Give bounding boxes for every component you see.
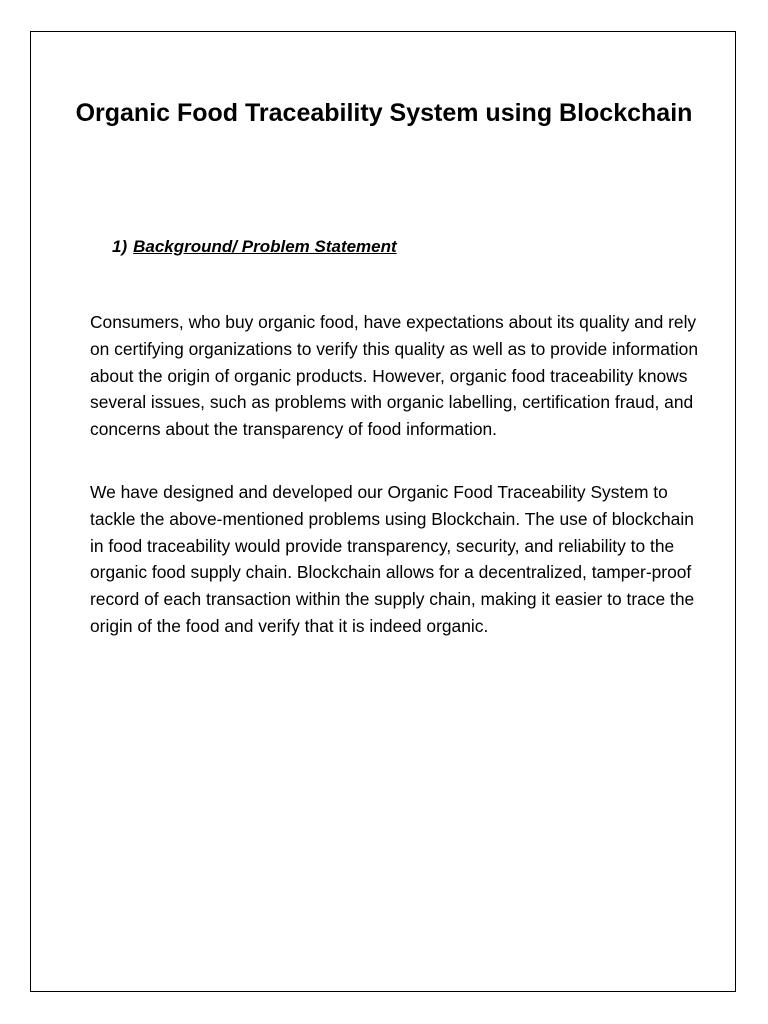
paragraph-1: Consumers, who buy organic food, have expectations about its quality and rely on certifying organizations to verify this quality as well as to provide information about the origin of organic products. However, organic food traceability knows several issues, such as problems with organic labelling, certification fraud, and concerns about the transparency of food information.: [90, 312, 699, 440]
paragraph-2: We have designed and developed our Organic Food Traceability System to tackle the above-mentioned problems using Blockchain. The use of blockchain in food traceability would provide transparency, security, and reliability to the organic food supply chain. Blockchain allows for a decentralized, tamper-proof record of each transaction within the supply chain, making it easier to trace the origin of the food and verify that it is indeed organic.: [90, 482, 695, 636]
section-number: 1): [112, 237, 128, 256]
document-title: Organic Food Traceability System using Blockchain: [75, 99, 693, 127]
section-heading-text: Background/ Problem Statement: [133, 237, 397, 256]
section-heading: [112, 235, 397, 259]
